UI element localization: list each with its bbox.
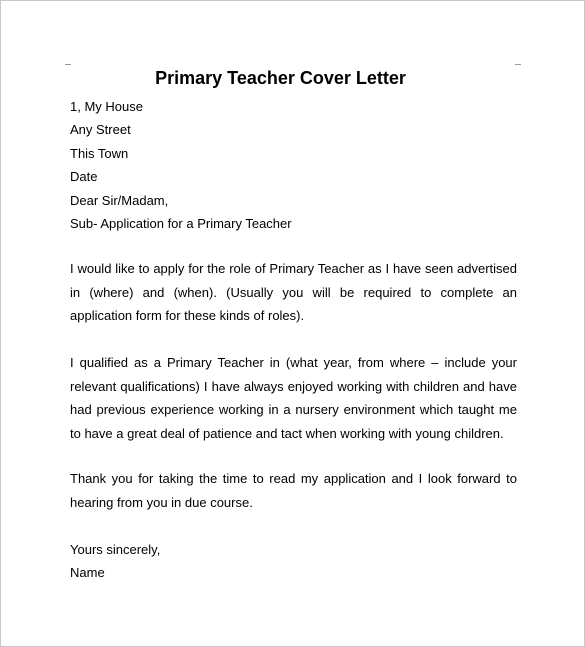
margin-mark-right	[515, 64, 521, 65]
salutation: Dear Sir/Madam,	[70, 192, 169, 208]
paragraph-1: I would like to apply for the role of Primary Teacher as I have seen advertised in (where) and (when). (Usually you will be required to complete an application form for these kinds of roles).	[70, 261, 517, 323]
closing-block	[70, 538, 160, 585]
page-title: Primary Teacher Cover Letter	[155, 68, 406, 88]
sender-name: Name	[70, 565, 105, 581]
sender-address-block	[70, 95, 292, 235]
address-line-2: Any Street	[70, 122, 131, 138]
address-line-3: This Town	[70, 145, 129, 161]
address-line-1: 1, My House	[70, 99, 143, 114]
subject-line: Sub- Application for a Primary Teacher	[70, 216, 292, 232]
margin-mark-left	[65, 64, 71, 65]
letter-date: Date	[70, 169, 98, 185]
signoff: Yours sincerely,	[70, 542, 161, 557]
paragraph-3: Thank you for taking the time to read my application and I look forward to hearing from you in due course.	[70, 471, 517, 510]
paragraph-2: I qualified as a Primary Teacher in (what year, from where – include your relevant qualifications) I have always enjoyed working with children and have had previous experience working in a nursery environment which taught me to have a great deal of patience and tact when working with young children.	[70, 355, 517, 441]
